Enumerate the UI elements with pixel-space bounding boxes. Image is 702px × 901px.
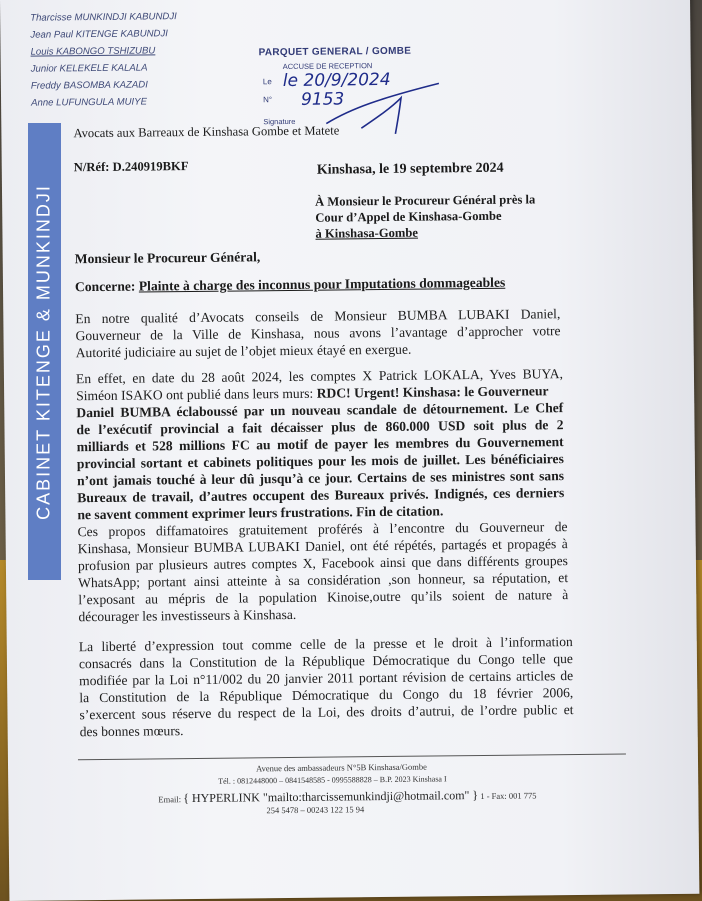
- text-line: des bonnes mœurs.: [79, 723, 184, 740]
- text-line: décourager les investisseurs à Kinshasa.: [78, 606, 297, 625]
- subject-label: Concerne: [74, 278, 131, 295]
- footer-divider: [78, 753, 626, 760]
- stamp-number-label: N°: [263, 95, 273, 105]
- quote-line: Bureaux de travail, d’autres occupent des Bureaux privés. Indignés, ces derniers: [77, 485, 565, 506]
- text-line: Kinshasa, Monsieur BUMBA LUBAKI Daniel, ont été répétés, partagés et propagés à: [77, 536, 568, 557]
- reference: N/Réf: D.240919BKF: [73, 159, 189, 175]
- quote-line: ne savent comment exprimer leurs frustrations. Fin de citation.: [77, 503, 444, 523]
- text-line: WhatsApp; portant ainsi atteinte à sa considération ,son honneur, sa réputation, et: [78, 570, 569, 591]
- cabinet-sidebar-label: CABINET KITENGE & MUNKINDJI: [33, 184, 54, 520]
- lawyer-name: Tharcisse MUNKINDJI KABUNDJI: [30, 11, 177, 24]
- text-line: Autorité judiciaire au sujet de l’objet mieux étayé en exergue.: [75, 341, 412, 361]
- signature-scribble: [321, 77, 452, 138]
- lawyer-name: Junior KELEKELE KALALA: [30, 62, 148, 75]
- quote-start: RDC! Urgent! Kinshasa: le Gouverneur: [316, 383, 549, 401]
- text-line: La liberté d’expression tout comme celle de la presse et le droit à l’information: [78, 634, 573, 655]
- text-line: l’exposant au mépris de la population Kinoise,outre qu’ils soient de nature à: [78, 587, 569, 608]
- footer-email-label: Email:: [158, 794, 182, 805]
- quote-line: Daniel BUMBA éclaboussé par un nouveau scandale de détournement. Le Chef: [76, 400, 564, 421]
- text-line: En effet, en date du 28 août 2024, les comptes X Patrick LOKALA, Yves BUYA,: [75, 366, 564, 387]
- lawyer-name: Anne LUFUNGULA MUIYE: [31, 96, 148, 109]
- quote-line: de l’exécutif provincial a fait décaisser plus de 860.000 USD soit plus de 2: [76, 417, 564, 438]
- lawyer-name: Freddy BASOMBA KAZADI: [30, 79, 148, 92]
- footer-phone: Tél. : 0812448000 – 0841548585 - 0995588828 – B.P. 2023 Kinshasa I: [218, 774, 447, 786]
- stamp-title: PARQUET GENERAL / GOMBE: [258, 45, 412, 59]
- stamp-signature-label: Signature: [263, 116, 296, 127]
- text-line: s’exercent sous réserve du respect de la Loi, des droits d’autrui, de l’ordre public et: [79, 702, 574, 723]
- text-line: Gouverneur de la Ville de Kinshasa, nous avons l’avantage d’approcher votre: [75, 323, 561, 344]
- paragraph-2: [76, 365, 565, 523]
- footer-fax: 1 - Fax: 001 775: [480, 790, 537, 802]
- footer-fax-line: 254 5478 – 00243 122 15 94: [266, 804, 365, 816]
- quote-line: milliards et 528 millions FC au motif de payer les membres du Gouvernement: [76, 434, 564, 455]
- footer-email-link[interactable]: { HYPERLINK "mailto:tharcissemunkindji@hotmail.com" }: [183, 788, 479, 806]
- place-date: Kinshasa, le 19 septembre 2024: [316, 160, 504, 178]
- lawyer-name: Jean Paul KITENGE KABUNDJI: [30, 28, 168, 41]
- quote-line: n’ont jamais touché à leur dû jusqu’à ce jour. Certains de ses ministres sont sans: [76, 468, 565, 489]
- paragraph-1: [75, 305, 561, 361]
- addressee-line: à Kinshasa-Gombe: [315, 225, 419, 241]
- text-line: profusion par plusieurs autres comptes X, Facebook ainsi que dans différents groupes: [77, 553, 568, 574]
- footer-address: Avenue des ambassadeurs N°5B Kinshasa/Gombe: [256, 761, 427, 774]
- text-line: la Constitution de la République Démocratique du Congo du 18 février 2006,: [79, 685, 574, 706]
- text-line: En notre qualité d’Avocats conseils de Monsieur BUMBA LUBAKI Daniel,: [75, 306, 561, 327]
- handwritten-date: le 20/9/2024: [282, 69, 391, 92]
- paragraph-3: [77, 518, 568, 625]
- text-line: modifiée par la Loi n°11/002 du 20 janvier 2011 portant révision de certains articles de: [79, 668, 574, 689]
- handwritten-number: 9153: [300, 89, 345, 110]
- text-line: Ces propos diffamatoires gratuitement proférés à l’encontre du Gouverneur de: [77, 519, 568, 540]
- salutation: Monsieur le Procureur Général,: [74, 249, 261, 267]
- text-line: consacrés dans la Constitution de la République Démocratique du Congo telle que: [78, 651, 574, 672]
- addressee-line: À Monsieur le Procureur Général près la: [315, 192, 536, 209]
- addressee-line: Cour d’Appel de Kinshasa-Gombe: [315, 208, 502, 225]
- bar-line: Avocats aux Barreaux de Kinshasa Gombe et Matete: [73, 123, 340, 141]
- paragraph-4: [79, 633, 574, 740]
- stamp-date-label: Le: [262, 77, 272, 87]
- lawyers-list: [30, 8, 178, 112]
- subject-line: Concerne: Plainte à charge des inconnus pour Imputations dommageables: [74, 274, 506, 295]
- stamp-subtitle: ACCUSE DE RECEPTION: [282, 61, 373, 72]
- quote-line: provincial sortant et cabinets politiques pour les mois de juillet. Les bénéficiaires: [76, 451, 564, 472]
- text-line-normal: Siméon ISAKO ont publié dans leurs murs:: [76, 385, 317, 404]
- subject-text: Plainte à charge des inconnus pour Imputations dommageables: [138, 274, 506, 294]
- lawyer-name: Louis KABONGO TSHIZUBU: [30, 45, 156, 58]
